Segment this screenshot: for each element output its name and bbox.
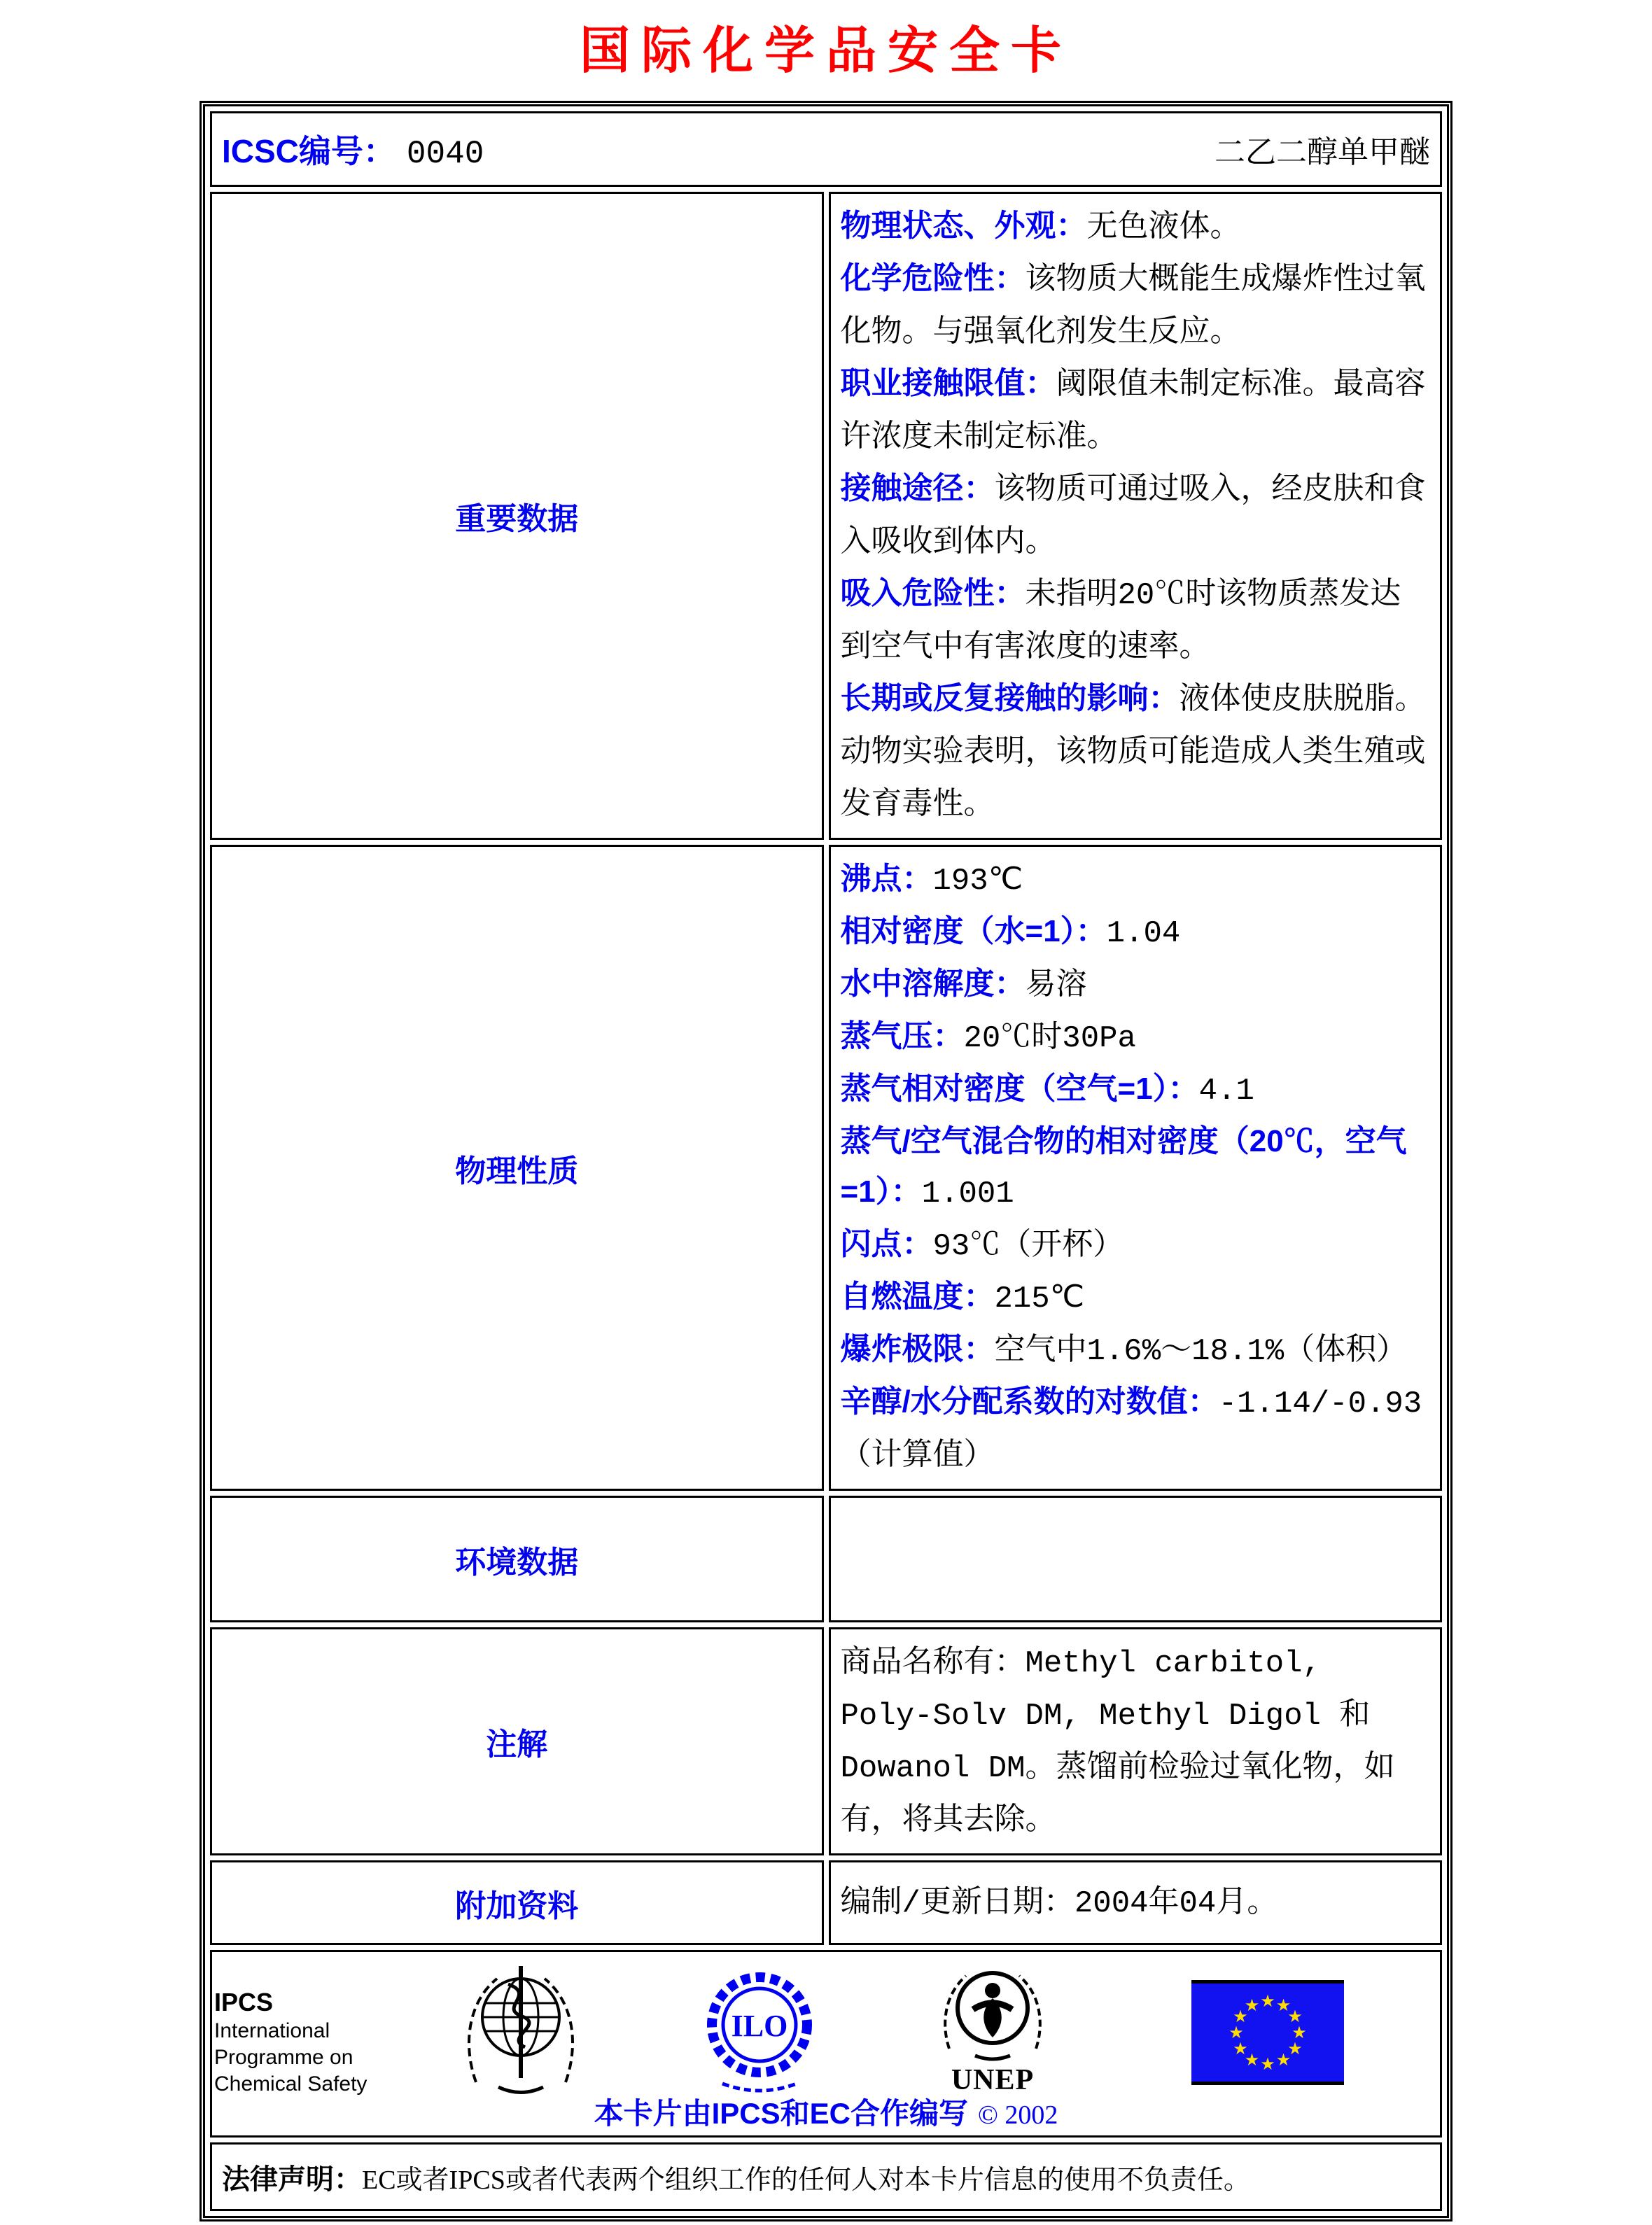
ilo-letters: ILO [731,2009,788,2043]
unep-wordmark: UNEP [951,2064,1035,2096]
icsc-card-table [200,101,1452,2222]
property-line: 闪点：93℃（开杯） [840,1227,1124,1264]
property-line: 相对密度（水=1）：1.04 [840,914,1181,951]
section-content-environmental-data [829,1496,1443,1622]
legal-disclaimer-text: EC或者IPCS或者代表两个组织工作的任何人对本卡片信息的使用不负责任。 [362,2165,1250,2195]
update-date-text: 编制/更新日期：2004年04月。 [840,1886,1278,1921]
property-line: 长期或反复接触的影响：液体使皮肤脱脂。动物实验表明，该物质可能造成人类生殖或发育毒性。 [840,681,1426,823]
section-label-physical-properties: 物理性质 [210,845,824,1491]
section-label-notes: 注解 [210,1627,824,1855]
svg-text:★: ★ [1228,2023,1244,2042]
svg-text:★: ★ [1275,2050,1292,2070]
eu-flag-icon [1191,1980,1344,2089]
property-line: 接触途径：该物质可通过吸入，经皮肤和食入吸收到体内。 [840,471,1426,561]
svg-text:★: ★ [1244,1995,1260,2015]
page-title: 国际化学品安全卡 [579,23,1072,79]
section-content-physical-properties [829,845,1443,1491]
svg-text:★: ★ [1233,2007,1248,2026]
notes-text: 商品名称有：Methyl carbitol, Poly-Solv DM, Methyl Digol 和 Dowanol DM。蒸馏前检验过氧化物，如有，将其去除。 [840,1646,1395,1839]
section-content-important-data [829,192,1443,840]
property-line: 辛醇/水分配系数的对数值：-1.14/-0.93（计算值） [840,1384,1422,1474]
logos-cell [210,1950,1442,2138]
copyright-year: © 2002 [978,2100,1058,2130]
copyright-line [213,2091,1439,2133]
property-line: 沸点：193℃ [840,862,1023,899]
icsc-number-group [222,126,484,172]
ipcs-text-block: IPCS International Programme on Chemical Safety [214,1988,368,2096]
unep-logo-icon [937,1959,1049,2097]
ipcs-acronym: IPCS [214,1988,274,2016]
property-line: 吸入危险性：未指明20℃时该物质蒸发达到空气中有害浓度的速率。 [840,576,1401,666]
property-line: 物理状态、外观：无色液体。 [840,209,1241,246]
property-line: 化学危险性：该物质大概能生成爆炸性过氧化物。与强氧化剂发生反应。 [840,261,1426,351]
svg-text:★: ★ [1233,2039,1248,2058]
legal-disclaimer-label: 法律声明： [222,2163,362,2195]
copyright-text: 本卡片由IPCS和EC合作编写 [594,2097,968,2130]
svg-text:★: ★ [1287,2007,1303,2026]
ilo-logo-icon [699,1963,821,2100]
svg-text:★: ★ [1292,2023,1307,2042]
property-line: 爆炸极限：空气中1.6%～18.1%（体积） [840,1332,1408,1369]
card-header-cell [210,111,1442,187]
section-label-additional-information: 附加资料 [210,1860,824,1945]
section-content-notes [829,1627,1443,1855]
svg-text:★: ★ [1287,2039,1303,2058]
property-line: 蒸气相对密度（空气=1）：4.1 [840,1072,1254,1109]
section-content-additional-information [829,1860,1443,1945]
legal-disclaimer-cell [210,2142,1442,2211]
section-label-important-data: 重要数据 [210,192,824,840]
chemical-name: 二乙二醇单甲醚 [1214,135,1430,169]
who-logo-icon [458,1958,584,2105]
section-label-environmental-data: 环境数据 [210,1496,824,1622]
property-line: 职业接触限值：阈限值未制定标准。最高容许浓度未制定标准。 [840,366,1426,456]
svg-text:★: ★ [1275,1995,1292,2015]
property-line: 蒸气/空气混合物的相对密度（20℃，空气=1）：1.001 [840,1124,1407,1212]
svg-text:★: ★ [1244,2050,1260,2070]
icsc-number-value: 0040 [406,136,484,172]
property-line: 自燃温度：215℃ [840,1279,1085,1317]
icsc-number-label: ICSC编号： [222,133,396,169]
property-line: 蒸气压：20℃时30Pa [840,1019,1136,1056]
property-line: 水中溶解度：易溶 [840,967,1087,1004]
svg-text:★: ★ [1260,2054,1275,2074]
svg-text:★: ★ [1260,1991,1275,2011]
